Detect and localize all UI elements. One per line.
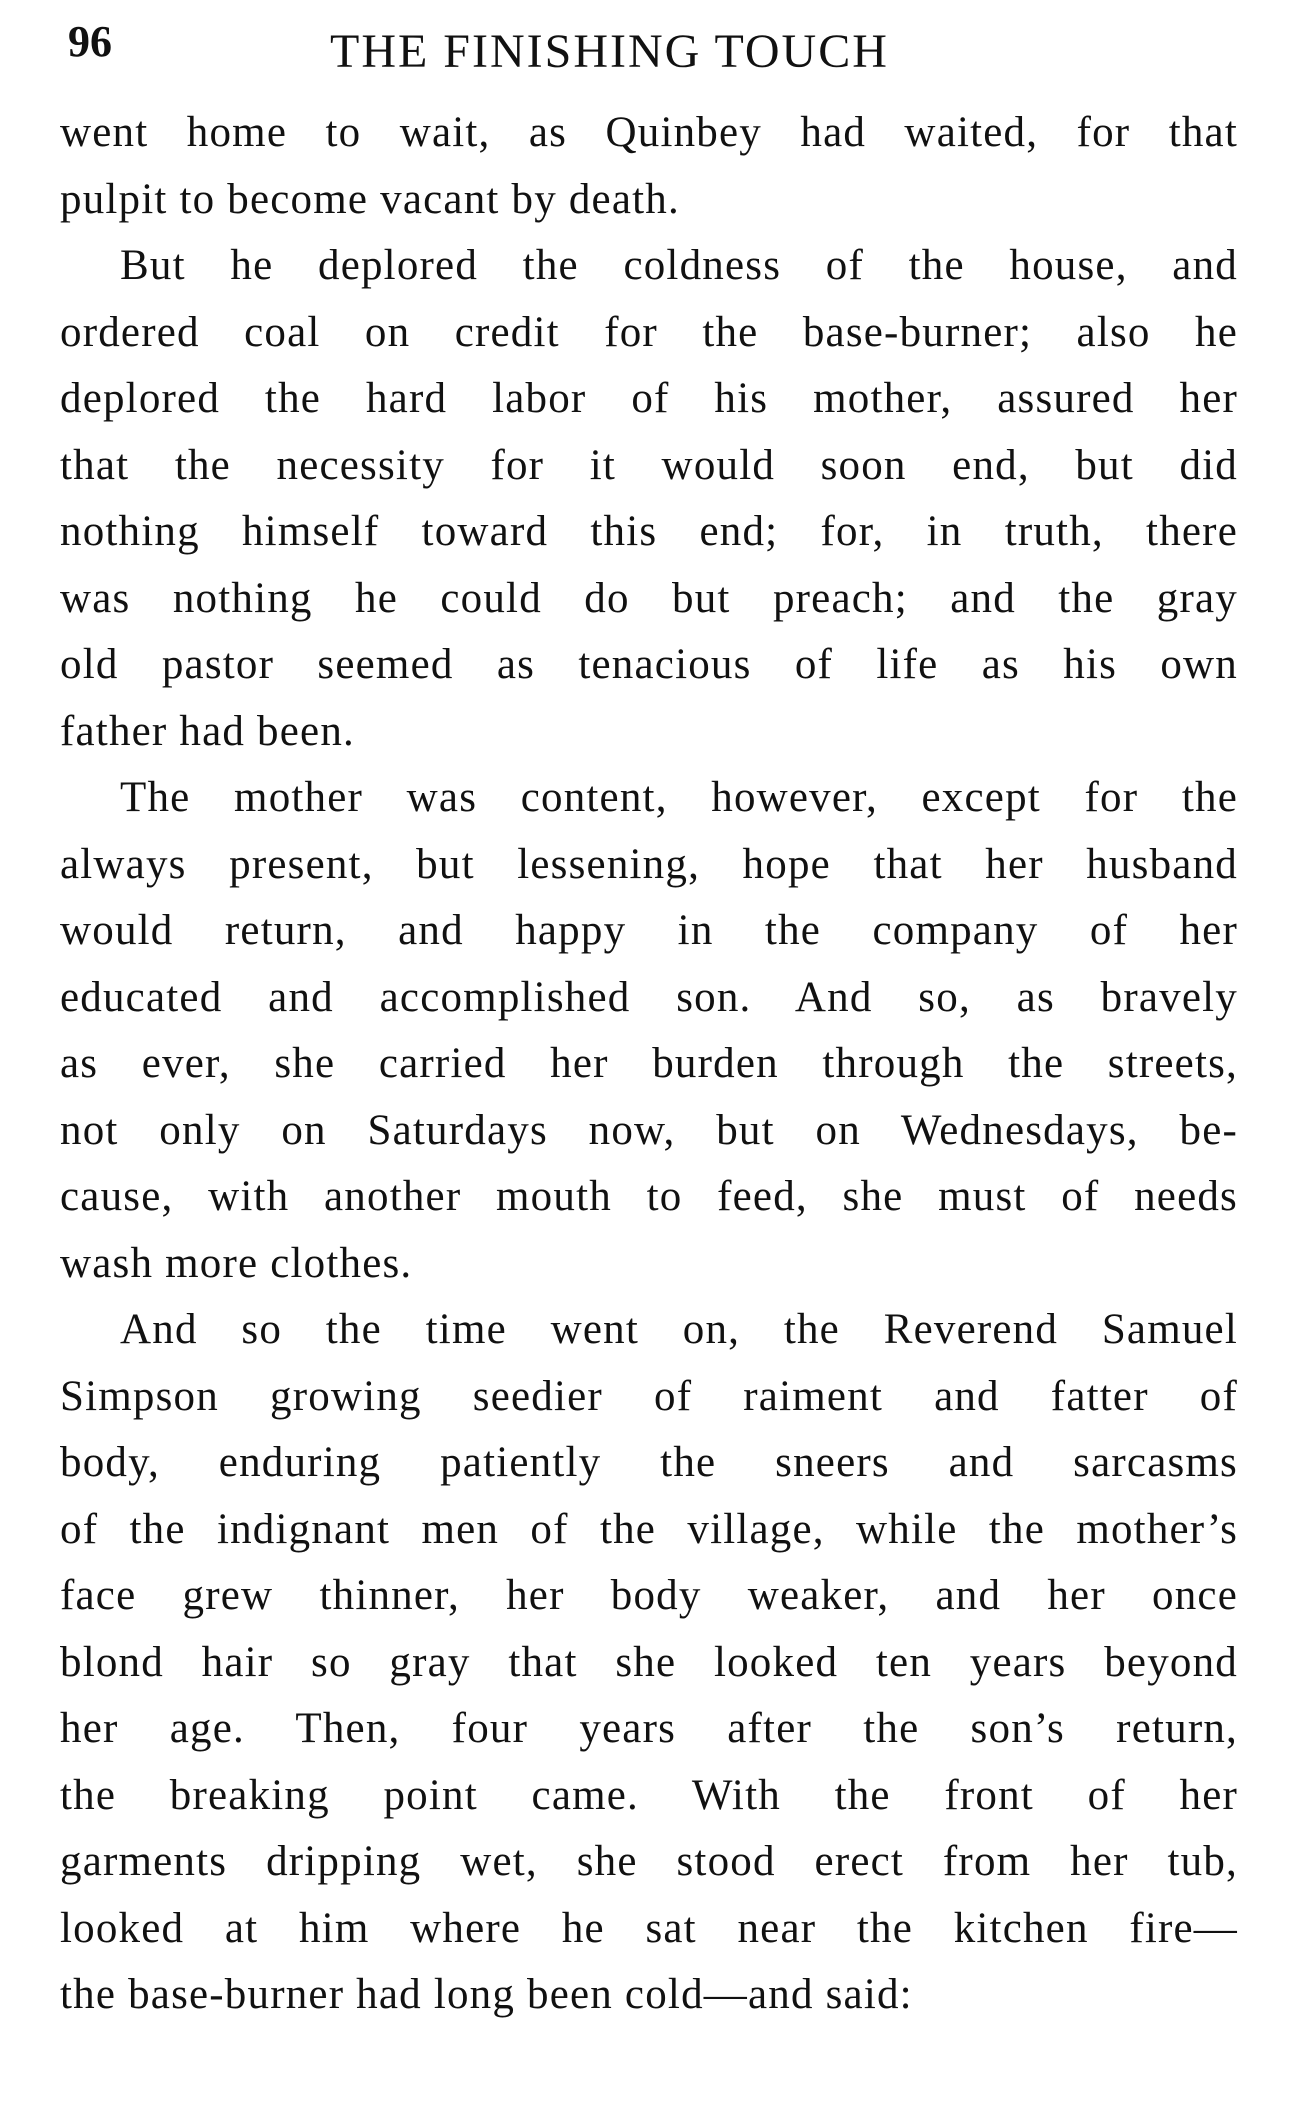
text-line: old pastor seemed as tenacious of life as his own	[60, 641, 1238, 688]
text-line: deplored the hard labor of his mother, assured her	[60, 375, 1238, 422]
text-line: went home to wait, as Quinbey had waited, for that	[60, 109, 1238, 156]
text-line: wash more clothes.	[60, 1239, 413, 1287]
text-line: the base-burner had long been cold—and said:	[60, 1971, 913, 2018]
text-line: face grew thinner, her body weaker, and her once	[60, 1572, 1238, 1619]
running-head	[68, 14, 1238, 84]
text-line: the breaking point came. With the front of her	[60, 1771, 1238, 1819]
text-line: would return, and happy in the company of her	[60, 907, 1238, 954]
text-line: looked at him where he sat near the kitchen fire—	[60, 1904, 1238, 1952]
paragraph-2	[60, 233, 1238, 765]
text-line: always present, but lessening, hope that her husband	[60, 840, 1238, 888]
text-line: that the necessity for it would soon end, but did	[60, 441, 1238, 489]
text-line: body, enduring patiently the sneers and sarcasms	[60, 1439, 1238, 1486]
text-line: pulpit to become vacant by death.	[60, 175, 680, 223]
text-line: of the indignant men of the village, while the mother’s	[60, 1505, 1238, 1553]
text-line: Simpson growing seedier of raiment and fatter of	[60, 1372, 1238, 1420]
text-line: educated and accomplished son. And so, as bravely	[60, 973, 1238, 1021]
text-line: But he deplored the coldness of the house, and	[120, 242, 1238, 289]
body-text	[60, 100, 1238, 2029]
text-line: cause, with another mouth to feed, she must of needs	[60, 1173, 1238, 1220]
text-line: The mother was content, however, except for the	[120, 774, 1238, 821]
text-line: And so the time went on, the Reverend Samuel	[120, 1306, 1238, 1353]
text-line: garments dripping wet, she stood erect from her tub,	[60, 1838, 1238, 1885]
text-line: her age. Then, four years after the son’s return,	[60, 1705, 1238, 1752]
text-line: not only on Saturdays now, but on Wednesdays, be-	[60, 1106, 1238, 1154]
paragraph-1	[60, 100, 1238, 233]
text-line: as ever, she carried her burden through the streets,	[60, 1040, 1238, 1087]
running-title: THE FINISHING TOUCH	[330, 25, 889, 78]
text-line: was nothing he could do but preach; and the gray	[60, 574, 1238, 622]
text-line: father had been.	[60, 707, 355, 755]
text-line: ordered coal on credit for the base-burner; also he	[60, 308, 1238, 356]
page-number: 96	[68, 17, 112, 66]
paragraph-3	[60, 765, 1238, 1297]
text-line: nothing himself toward this end; for, in truth, there	[60, 508, 1238, 555]
text-line: blond hair so gray that she looked ten years beyond	[60, 1638, 1238, 1686]
paragraph-4	[60, 1297, 1238, 2029]
